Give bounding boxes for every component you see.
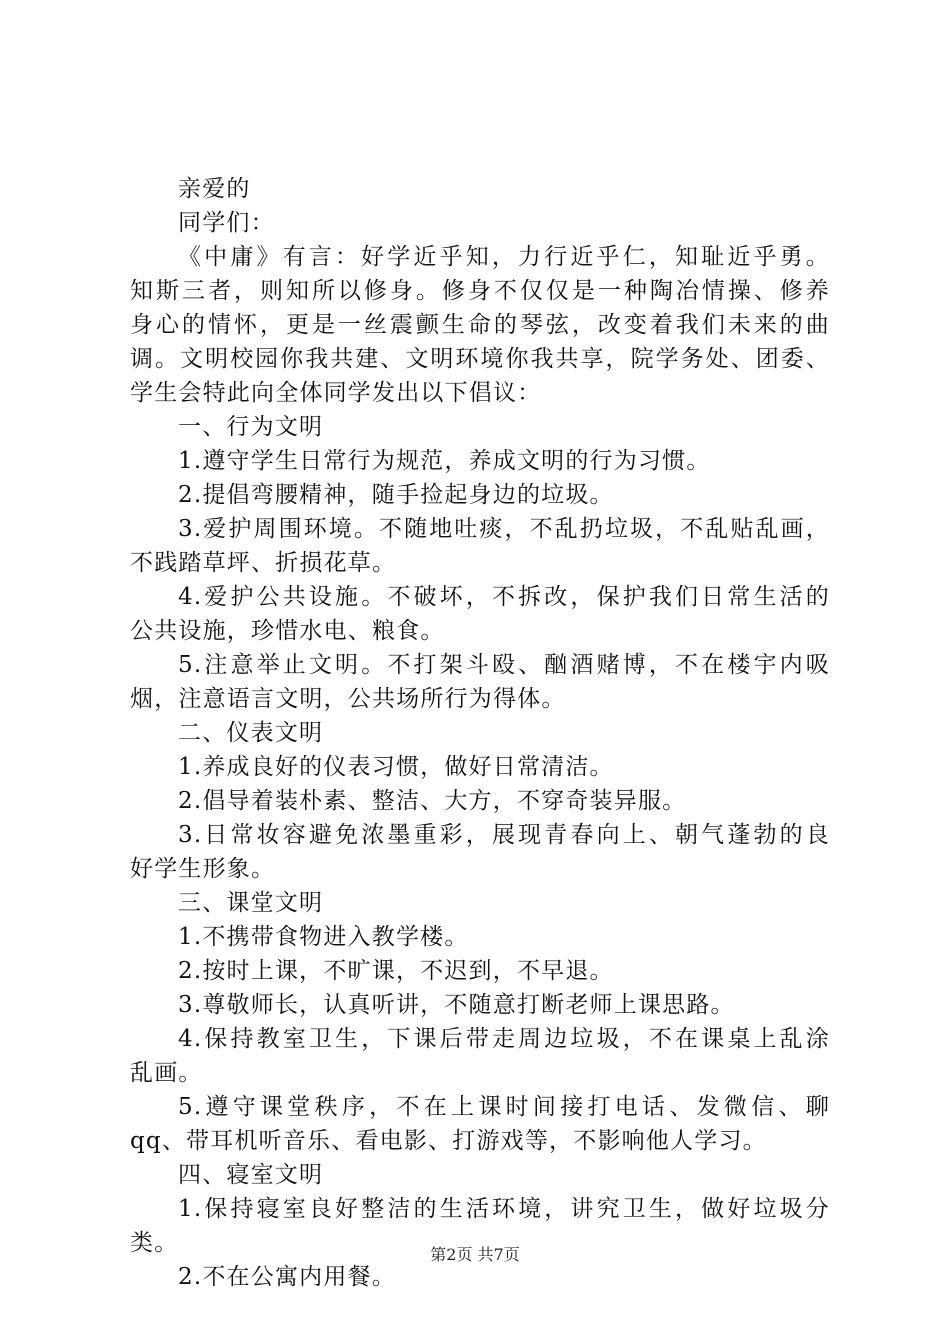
text-line: 2.提倡弯腰精神，随手捡起身边的垃圾。 bbox=[178, 482, 614, 508]
text-line: 好学生形象。 bbox=[130, 856, 276, 882]
text-line: 四、寝室文明 bbox=[178, 1162, 324, 1188]
text-line: 身心的情怀，更是一丝震颤生命的琴弦，改变着我们未来的曲 bbox=[130, 312, 830, 338]
text-line: 2.不在公寓内用餐。 bbox=[178, 1264, 396, 1290]
text-line: 5.遵守课堂秩序，不在上课时间接打电话、发微信、聊 bbox=[178, 1094, 830, 1120]
text-line: 二、仪表文明 bbox=[178, 720, 324, 746]
text-line: 调。文明校园你我共建、文明环境你我共享，院学务处、团委、 bbox=[130, 346, 830, 372]
text-line: 学生会特此向全体同学发出以下倡议： bbox=[130, 380, 542, 406]
text-line: 4.爱护公共设施。不破坏，不拆改，保护我们日常生活的 bbox=[178, 584, 830, 610]
text-line: 1.不携带食物进入教学楼。 bbox=[178, 924, 469, 950]
text-line: 烟，注意语言文明，公共场所行为得体。 bbox=[130, 686, 566, 712]
text-line: qq、带耳机听音乐、看电影、打游戏等，不影响他人学习。 bbox=[130, 1128, 767, 1154]
text-line: 5.注意举止文明。不打架斗殴、酗酒赌博，不在楼宇内吸 bbox=[178, 652, 830, 678]
text-line: 乱画。 bbox=[130, 1060, 203, 1086]
text-line: 3.尊敬师长，认真听讲，不随意打断老师上课思路。 bbox=[178, 992, 735, 1018]
text-line: 公共设施，珍惜水电、粮食。 bbox=[130, 618, 445, 644]
text-line: 不践踏草坪、折损花草。 bbox=[130, 550, 397, 576]
text-line: 3.日常妆容避免浓墨重彩，展现青春向上、朝气蓬勃的良 bbox=[178, 822, 830, 848]
text-line: 三、课堂文明 bbox=[178, 890, 324, 916]
text-line: 一、行为文明 bbox=[178, 414, 324, 440]
text-line: 同学们： bbox=[178, 210, 275, 236]
document-body bbox=[130, 172, 830, 1294]
text-line: 3.爱护周围环境。不随地吐痰，不乱扔垃圾，不乱贴乱画， bbox=[178, 516, 830, 542]
text-line: 2.按时上课，不旷课，不迟到，不早退。 bbox=[178, 958, 614, 984]
text-line: 1.养成良好的仪表习惯，做好日常清洁。 bbox=[178, 754, 614, 780]
text-line: 1.遵守学生日常行为规范，养成文明的行为习惯。 bbox=[178, 448, 711, 474]
text-line: 类。 bbox=[130, 1230, 179, 1256]
text-line: 4.保持教室卫生，下课后带走周边垃圾，不在课桌上乱涂 bbox=[178, 1026, 830, 1052]
text-line: 1.保持寝室良好整洁的生活环境，讲究卫生，做好垃圾分 bbox=[178, 1196, 830, 1222]
text-line: 知斯三者，则知所以修身。修身不仅仅是一种陶冶情操、修养 bbox=[130, 278, 830, 304]
text-line: 2.倡导着装朴素、整洁、大方，不穿奇装异服。 bbox=[178, 788, 687, 814]
page-footer: 第2页 共7页 bbox=[430, 1245, 520, 1264]
text-line: 亲爱的 bbox=[178, 176, 251, 202]
text-line: 《中庸》有言：好学近乎知，力行近乎仁，知耻近乎勇。 bbox=[178, 244, 830, 270]
